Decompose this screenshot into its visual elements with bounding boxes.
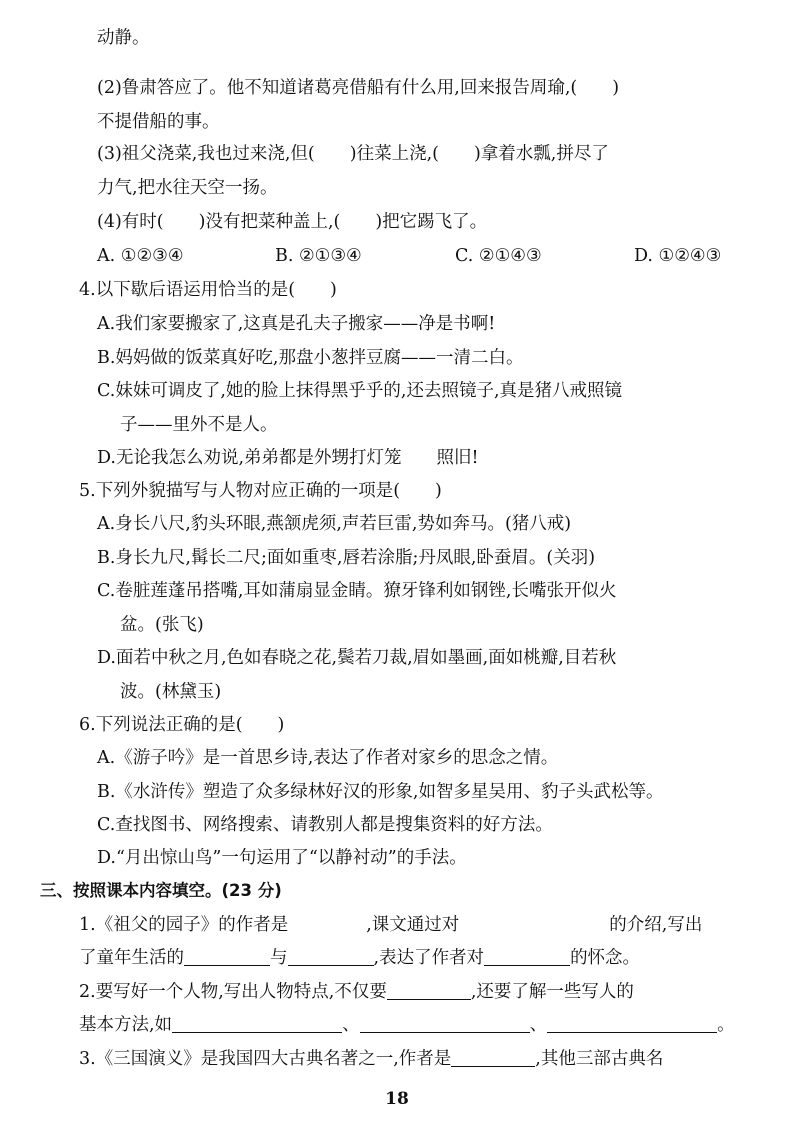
s3-q1-text-f: ,表达了作者对 [373, 948, 485, 968]
q3-item-3-cont: 力气,把水往天空一扬。 [97, 178, 278, 198]
q6-stem: 6.下列说法正确的是( ) [79, 715, 285, 735]
s3-q1-text-g: 的怀念。 [570, 948, 641, 968]
s3-q2-text-f: 。 [717, 1015, 735, 1035]
q4-option-a: A.我们家要搬家了,这真是孔夫子搬家——净是书啊! [97, 314, 496, 334]
q3-option-a: A. ①②③④ [97, 246, 184, 266]
s3-q3-text-b: ,其他三部古典名 [535, 1049, 664, 1069]
s3-q3-text-a: 3.《三国演义》是我国四大古典名著之一,作者是 [79, 1049, 452, 1069]
s3-q1-text-b: ,课文通过对 [366, 915, 460, 935]
q3-item-3: (3)祖父浇菜,我也过来浇,但( )往菜上浇,( )拿着水瓢,拼尽了 [97, 144, 609, 164]
s3-q1-text-d: 了童年生活的 [79, 948, 184, 968]
q6-option-b: B.《水浒传》塑造了众多绿林好汉的形象,如智多星吴用、豹子头武松等。 [97, 782, 664, 802]
q5-option-c-cont: 盆。(张飞) [120, 615, 204, 635]
q5-stem: 5.下列外貌描写与人物对应正确的一项是( ) [79, 481, 442, 501]
s3-q2-blank-3[interactable] [360, 1014, 530, 1033]
q3-item-4: (4)有时( )没有把菜种盖上,( )把它踢飞了。 [97, 212, 488, 232]
q3-item-2: (2)鲁肃答应了。他不知道诸葛亮借船有什么用,回来报告周瑜,( ) [97, 78, 620, 98]
s3-q2-text-e: 、 [529, 1015, 548, 1035]
q4-stem: 4.以下歇后语运用恰当的是( ) [79, 280, 337, 300]
q4-option-c: C.妹妹可调皮了,她的脸上抹得黑乎乎的,还去照镜子,真是猪八戒照镜 [97, 381, 623, 401]
s3-q3-line1 [79, 1045, 663, 1073]
q3-line-0: 动静。 [97, 28, 150, 48]
s3-q1-text-e: 与 [270, 948, 288, 968]
s3-q2-text-d: 、 [342, 1015, 360, 1035]
q5-option-d-cont: 波。(林黛玉) [120, 682, 222, 702]
s3-q1-blank-3[interactable] [484, 947, 570, 966]
s3-q2-line2 [79, 1011, 735, 1039]
s3-q2-text-a: 2.要写好一个人物,写出人物特点,不仅要 [79, 982, 387, 1002]
s3-q2-blank-1[interactable] [387, 981, 471, 1000]
s3-q1-text-c: 的介绍,写出 [609, 915, 703, 935]
q5-option-c: C.卷脏莲蓬吊搭嘴,耳如蒲扇显金睛。獠牙锋利如钢锉,长嘴张开似火 [97, 581, 617, 601]
s3-q1-text-a: 1.《祖父的园子》的作者是 [79, 915, 289, 935]
q5-option-a: A.身长八尺,豹头环眼,燕颔虎须,声若巨雷,势如奔马。(猪八戒) [97, 514, 572, 534]
s3-q2-text-b: ,还要了解一些写人的 [470, 982, 634, 1002]
s3-q3-blank-author[interactable] [451, 1048, 535, 1067]
q3-option-b: B. ②①③④ [275, 246, 362, 266]
page-number: 18 [385, 1089, 409, 1109]
q3-item-2-cont: 不提借船的事。 [97, 112, 220, 132]
s3-q2-blank-4[interactable] [547, 1014, 717, 1033]
s3-q2-line1 [79, 978, 634, 1006]
section-3-title: 三、按照课本内容填空。(23 分) [40, 881, 282, 900]
q6-option-c: C.查找图书、网络搜索、请教别人都是搜集资料的好方法。 [97, 815, 553, 835]
s3-q1-blank-intro[interactable] [459, 914, 609, 933]
s3-q2-blank-2[interactable] [172, 1014, 342, 1033]
q6-option-a: A.《游子吟》是一首思乡诗,表达了作者对家乡的思念之情。 [97, 748, 559, 768]
q5-option-b: B.身长九尺,髯长二尺;面如重枣,唇若涂脂;丹凤眼,卧蚕眉。(关羽) [97, 548, 596, 568]
s3-q1-line2 [79, 944, 640, 972]
s3-q1-line1 [79, 911, 702, 939]
q3-option-d: D. ①②④③ [634, 246, 722, 266]
s3-q1-blank-2[interactable] [288, 947, 374, 966]
q3-option-c: C. ②①④③ [455, 246, 542, 266]
q5-option-d: D.面若中秋之月,色如春晓之花,鬓若刀裁,眉如墨画,面如桃瓣,目若秋 [97, 648, 617, 668]
s3-q1-blank-1[interactable] [184, 947, 270, 966]
s3-q1-blank-author[interactable] [288, 914, 366, 933]
q4-option-b: B.妈妈做的饭菜真好吃,那盘小葱拌豆腐——一清二白。 [97, 348, 524, 368]
q4-option-d: D.无论我怎么劝说,弟弟都是外甥打灯笼 照旧! [97, 448, 479, 468]
q6-option-d: D.“月出惊山鸟”一句运用了“以静衬动”的手法。 [97, 848, 467, 868]
s3-q2-text-c: 基本方法,如 [79, 1015, 173, 1035]
q4-option-c-cont: 子——里外不是人。 [120, 415, 278, 435]
